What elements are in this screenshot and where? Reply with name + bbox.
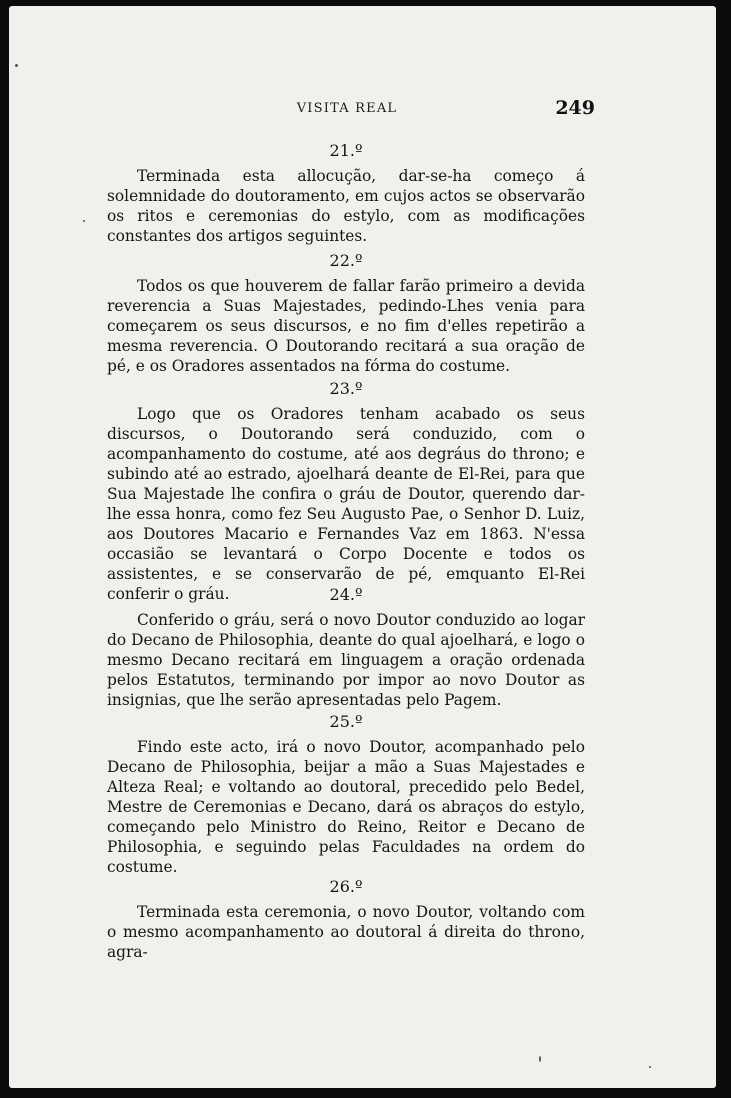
article-23: [107, 380, 585, 604]
page-number: 249: [555, 97, 595, 119]
article-text: Terminada esta ceremonia, o novo Doutor, voltando com o mesmo acompanhamento ao doutoral á direita do throno, agra-: [107, 903, 585, 961]
article-number: 22.º: [329, 251, 363, 270]
article-21: [107, 142, 585, 246]
article-text: Conferido o gráu, será o novo Doutor conduzido ao logar do Decano de Philosophia, deante do qual ajoelhará, e logo o mesmo Decano recitará em linguagem a oração ordenada pelos Estatutos, terminando por impor ao novo Doutor as insignias, que lhe serão apresentadas pelo Pagem.: [107, 611, 585, 709]
article-text: Terminada esta allocução, dar-se-ha começo á solemnidade do doutoramento, em cujos actos se observarão os ritos e ceremonias do estylo, com as modificações constantes dos artigos seguintes.: [107, 167, 585, 245]
scan-speck: [83, 220, 85, 222]
article-26: [107, 878, 585, 962]
article-number: 21.º: [329, 141, 363, 160]
article-24: [107, 586, 585, 710]
running-head: [99, 97, 595, 123]
article-text: Todos os que houverem de fallar farão primeiro a devida reverencia a Suas Majestades, pedindo-Lhes venia para começarem os seus discursos, e no fim d'elles repetirão a mesma reverencia. O Doutorando recitará a sua oração de pé, e os Oradores assentados na fórma do costume.: [107, 277, 585, 375]
article-text: Findo este acto, irá o novo Doutor, acompanhado pelo Decano de Philosophia, beijar a mão a Suas Majestades e Alteza Real; e voltando ao doutoral, precedido pelo Bedel, Mestre de Ceremonias e Decano, dará os abraços do estylo, começando pelo Ministro do Reino, Reitor e Decano de Philosophia, e seguindo pelas Faculdades na ordem do costume.: [107, 738, 585, 876]
scan-speck: [539, 1056, 541, 1062]
article-number: 23.º: [329, 379, 363, 398]
running-title: VISITA REAL: [296, 101, 398, 116]
article-number: 26.º: [329, 877, 363, 896]
article-number: 24.º: [329, 585, 363, 604]
book-page: [9, 6, 716, 1088]
scan-speck: [649, 1066, 651, 1068]
scan-speck: [15, 64, 18, 67]
article-text: Logo que os Oradores tenham acabado os seus discursos, o Doutorando será conduzido, com o acompanhamento do costume, até aos degráus do throno; e subindo até ao estrado, ajoelhará deante de El-Rei, para que Sua Majestade lhe confira o gráu de Doutor, querendo dar-lhe essa honra, como fez Seu Augusto Pae, o Senhor D. Luiz, aos Doutores Macario e Fernandes Vaz em 1863. N'essa occasião se levantará o Corpo Docente e todos os assistentes, e se conservarão de pé, emquanto El-Rei conferir o gráu.: [107, 405, 585, 603]
article-22: [107, 252, 585, 376]
article-25: [107, 713, 585, 877]
article-number: 25.º: [329, 712, 363, 731]
